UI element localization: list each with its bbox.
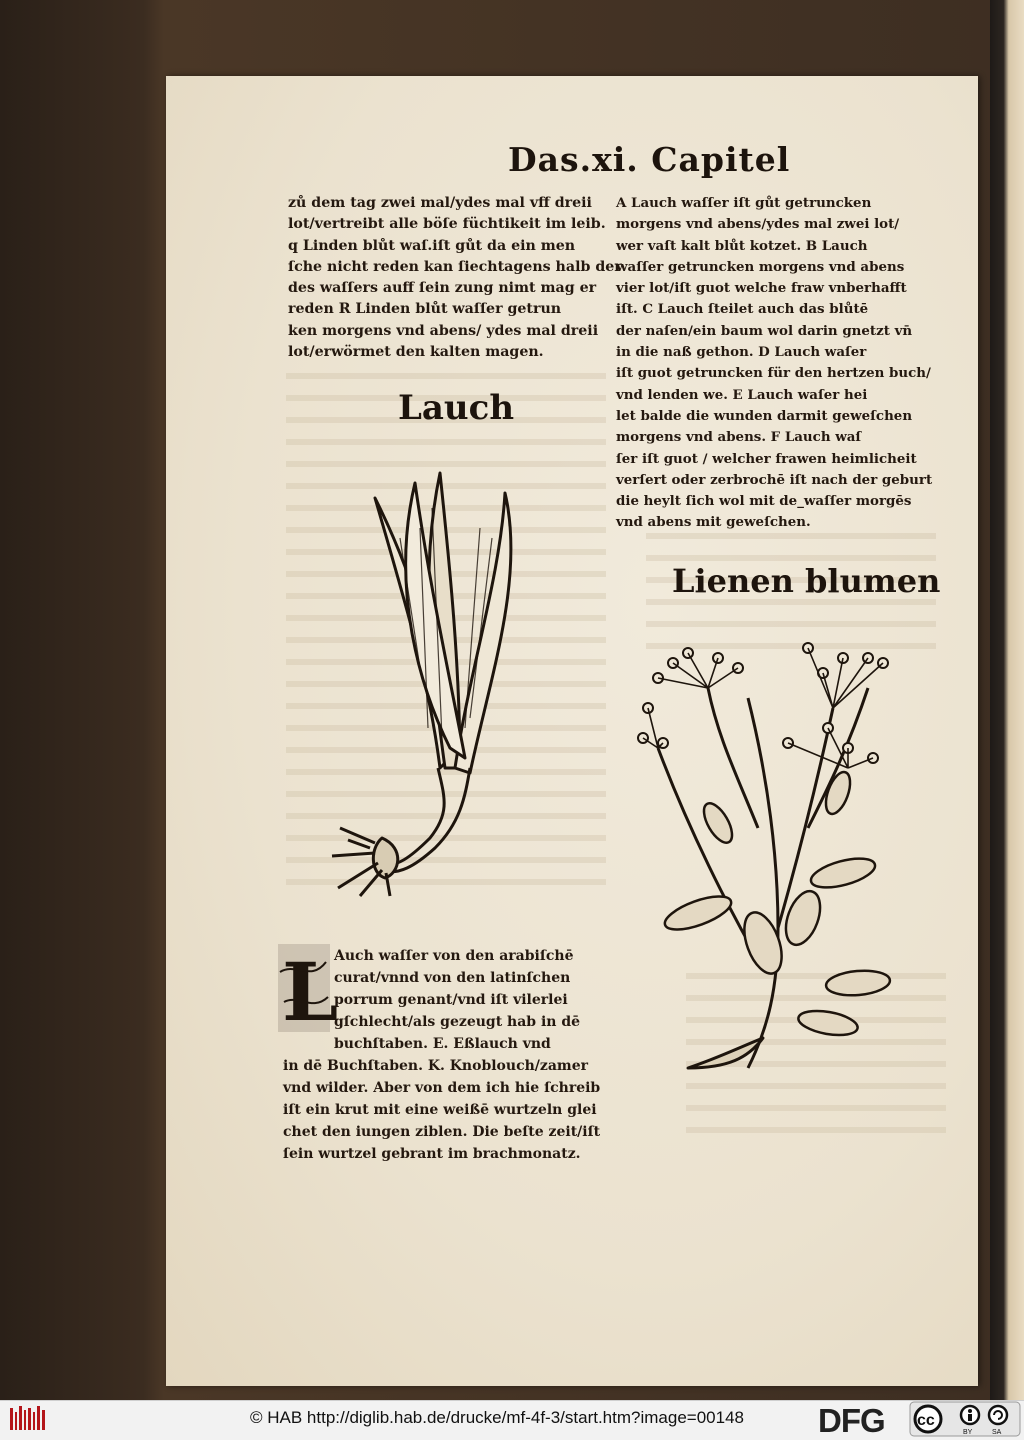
creative-commons-license-icon[interactable]: [910, 1402, 1020, 1436]
text-line: in die naß gethon. D Lauch waſer: [616, 344, 867, 361]
license-by-label: BY: [963, 1429, 973, 1436]
text-line: vier lot/iſt guot welche fraw vnberhafft: [616, 280, 907, 297]
text-line: iſt guot getruncken für den hertzen buch/: [616, 365, 931, 382]
text-line: gſchlecht/als gezeugt hab in dē: [334, 1014, 581, 1030]
text-line: iſt. C Lauch ſteilet auch das blůtē: [616, 301, 869, 318]
left-text-column: [288, 193, 622, 363]
bottom-text-full: [283, 1055, 600, 1165]
share-alike-icon: [989, 1406, 1007, 1424]
bottom-text-indented: [334, 945, 580, 1055]
text-line: waſſer getruncken morgens vnd abens: [616, 258, 905, 275]
decorated-initial-letter: [276, 942, 339, 1039]
text-line: ken morgens vnd abens/ ydes mal dreii: [288, 322, 599, 339]
initial-glyph: L: [282, 945, 339, 1039]
copyright-link[interactable]: © HAB http://diglib.hab.de/drucke/mf-4f-3/start.htm?image=00148: [250, 1408, 744, 1427]
dfg-logo[interactable]: DFG: [818, 1402, 885, 1439]
right-text-column: [616, 193, 932, 534]
plant-title-lienen-blumen: Lienen blumen: [672, 562, 941, 600]
text-line: buchſtaben. E. Eßlauch vnd: [334, 1036, 551, 1052]
text-line: lot/vertreibt alle böſe füchtikeit im leib.: [288, 216, 606, 233]
text-line: verſert oder zerbrochē iſt nach der geburt: [616, 471, 933, 488]
leek-woodcut-illustration: [320, 468, 550, 898]
text-line: morgens vnd abens. F Lauch waſ: [616, 429, 862, 446]
text-line: der naſen/ein baum wol darin gnetzt vn̄: [616, 322, 913, 339]
text-line: porrum genant/vnd iſt vilerlei: [334, 992, 568, 1008]
text-line: lot/erwörmet den kalten magen.: [288, 344, 544, 361]
text-line: vnd abens mit geweſchen.: [616, 514, 811, 531]
text-line: in dē Buchſtaben. K. Knoblouch/zamer: [283, 1058, 588, 1074]
text-line: wer vaſt kalt blůt kotzet. B Lauch: [616, 237, 868, 254]
next-page-edge: [990, 0, 1024, 1400]
text-line: ſein wurtzel gebrant im brachmonatz.: [283, 1146, 581, 1162]
chapter-heading: Das.xi. Capitel: [508, 140, 791, 179]
text-line: die heylt ſich wol mit de_waſſer morgēs: [616, 493, 912, 510]
text-line: reden R Linden blůt waſſer getrun: [288, 301, 562, 318]
text-line: curat/vnnd von den latinſchen: [334, 970, 571, 986]
text-line: iſt ein krut mit eine weißē wurtzeln glei: [283, 1102, 597, 1118]
text-line: A Lauch waſſer iſt gůt getruncken: [616, 195, 872, 211]
text-line: let balde die wunden darmit geweſchen: [616, 407, 913, 424]
svg-text:cc: cc: [917, 1412, 935, 1429]
text-line: Auch waſſer von den arabiſchē: [334, 948, 574, 964]
license-sa-label: SA: [992, 1429, 1002, 1436]
text-line: zů dem tag zwei mal/ydes mal vff dreii: [288, 195, 592, 211]
lienen-blumen-woodcut-illustration: [628, 628, 898, 1088]
text-line: chet den iungen ziblen. Die beſte zeit/iſt: [283, 1124, 601, 1140]
text-line: q Linden blůt waſ.iſt gůt da ein men: [288, 237, 576, 254]
text-line: morgens vnd abens/ydes mal zwei lot/: [616, 216, 900, 233]
text-line: vnd lenden we. E Lauch waſer hei: [616, 386, 868, 403]
text-line: vnd wilder. Aber von dem ich hie ſchreib: [283, 1080, 601, 1096]
library-logo-icon: [8, 1404, 48, 1434]
text-line: ſche nicht reden kan ſiechtagens halb der: [288, 258, 622, 275]
plant-title-lauch: Lauch: [398, 388, 515, 428]
text-line: des waſſers auff ſein zung nimt mag er: [288, 280, 597, 297]
text-line: ſer iſt guot / welcher frawen heimlicheit: [616, 450, 917, 467]
